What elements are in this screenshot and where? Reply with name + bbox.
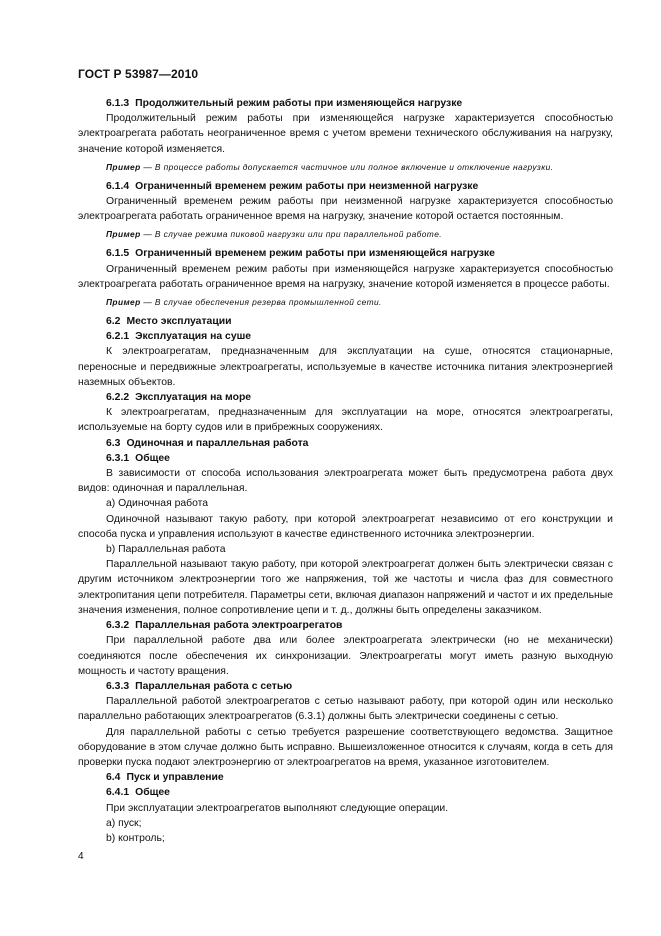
list-item: b) Параллельная работа (106, 544, 226, 556)
body-paragraph: Ограниченный временем режим работы при изменяющейся нагрузке характеризуется способностью электроагрегата работать ограниченное время на нагрузку, значение которой изменяется в процессе работы. (78, 263, 613, 290)
example-label: Пример (106, 229, 141, 240)
section-number: 6.3 (106, 437, 121, 449)
example-note (78, 295, 613, 310)
list-item: a) Одиночная работа (106, 498, 209, 510)
body-paragraph: При параллельной работе два или более электроагрегата электрически (но не механически) соединяются после обеспечения их синхронизации. Электроагрегаты могут иметь разную выходную мощность и частоту вращения. (78, 635, 613, 677)
section-number: 6.2 (106, 316, 121, 328)
section-heading (78, 314, 613, 329)
example-text: — В случае обеспечения резерва промышленной сети. (140, 297, 382, 308)
example-note (78, 160, 613, 175)
section-heading (78, 390, 613, 405)
section-title: Место эксплуатации (126, 316, 232, 328)
body-paragraph: Для параллельной работы с сетью требуется разрешение соответствующего ведомства. Защитное оборудование в этом случае должно быть исправно. Вышеизложенное относится к случаям, когда в сеть для проверки пуска подают электроэнергию от электроагрегатов на время, указанное изготовителем. (78, 726, 613, 768)
body-paragraph: Продолжительный режим работы при изменяющейся нагрузке характеризуется способностью электроагрегата работать неограниченное время с учетом времени технического обслуживания на нагрузку, значение которой изменяется. (78, 113, 613, 155)
section-title: Параллельная работа электроагрегатов (135, 620, 343, 632)
section-title: Эксплуатация на море (135, 392, 252, 404)
section-number: 6.3.3 (106, 680, 130, 692)
section-number: 6.3.2 (106, 620, 130, 632)
section-number: 6.3.1 (106, 452, 130, 464)
list-item: a) пуск; (106, 817, 142, 829)
section-heading (78, 770, 613, 785)
body-paragraph: К электроагрегатам, предназначенным для эксплуатации на суше, относятся стационарные, переносные и передвижные электроагрегаты, используемые в качестве источника питания электроэнергией наземных объектов. (78, 346, 613, 388)
section-heading (78, 329, 613, 344)
body-paragraph: При эксплуатации электроагрегатов выполняют следующие операции. (106, 802, 449, 814)
list-item: b) контроль; (106, 832, 165, 844)
section-title: Ограниченный временем режим работы при изменяющейся нагрузке (135, 248, 495, 260)
example-label: Пример (106, 161, 141, 172)
body-paragraph: В зависимости от способа использования электроагрегата может быть предусмотрена работа двух видов: одиночная и параллельная. (78, 468, 613, 495)
section-number: 6.4.1 (106, 787, 130, 799)
section-heading (78, 179, 613, 194)
example-note (78, 227, 613, 242)
page-number: 4 (78, 851, 84, 862)
section-title: Эксплуатация на суше (135, 331, 252, 343)
example-text: — В случае режима пиковой нагрузки или при параллельной работе. (140, 229, 442, 240)
example-text: — В процессе работы допускается частичное или полное включение и отключение нагрузки. (140, 161, 554, 172)
body-paragraph: Параллельной работой электроагрегатов с сетью называют работу, при которой один или несколько параллельно работающих электроагрегатов (6.3.1) должны быть электрически соединены с сетью. (78, 696, 613, 723)
section-title: Общее (135, 787, 170, 799)
body-paragraph: Одиночной называют такую работу, при которой электроагрегат независимо от его конструкции и способа пуска и управления используют в качестве единственного источника электроэнергии. (78, 513, 613, 540)
section-heading (78, 246, 613, 261)
section-title: Параллельная работа с сетью (135, 680, 293, 692)
section-number: 6.1.5 (106, 248, 130, 260)
section-heading (78, 679, 613, 694)
section-heading (78, 436, 613, 451)
section-heading (78, 618, 613, 633)
section-title: Общее (135, 452, 170, 464)
section-number: 6.4 (106, 772, 121, 784)
section-number: 6.1.3 (106, 98, 130, 109)
section-title: Одиночная и параллельная работа (126, 437, 309, 449)
body-paragraph: К электроагрегатам, предназначенным для эксплуатации на море, относятся электроагрегаты, используемые на борту судов или в прибрежных сооружениях. (78, 407, 613, 434)
document-body (78, 96, 613, 846)
section-number: 6.2.2 (106, 392, 130, 404)
section-number: 6.1.4 (106, 180, 130, 192)
section-heading (78, 451, 613, 466)
section-title: Пуск и управление (126, 772, 224, 784)
document-header: ГОСТ Р 53987—2010 (78, 67, 199, 81)
body-paragraph: Ограниченный временем режим работы при неизменной нагрузке характеризуется способностью электроагрегата работать ограниченное время на нагрузку, значение которой остается постоянным. (78, 196, 613, 223)
body-paragraph: Параллельной называют такую работу, при которой электроагрегат должен быть электрически связан с другим источником электроэнергии того же напряжения, той же частоты и числа фаз для совместного электропитания цепи потребителя. Параметры сети, включая диапазон напряжений и частот и их предельные значения изменения, полное сопротивление цепи и т. д., должны быть определены заказчиком. (78, 559, 613, 616)
section-number: 6.2.1 (106, 331, 130, 343)
section-heading (78, 96, 613, 111)
section-heading (78, 785, 613, 800)
example-label: Пример (106, 297, 141, 308)
section-title: Ограниченный временем режим работы при неизменной нагрузке (135, 180, 479, 192)
section-title: Продолжительный режим работы при изменяющейся нагрузке (135, 98, 463, 109)
